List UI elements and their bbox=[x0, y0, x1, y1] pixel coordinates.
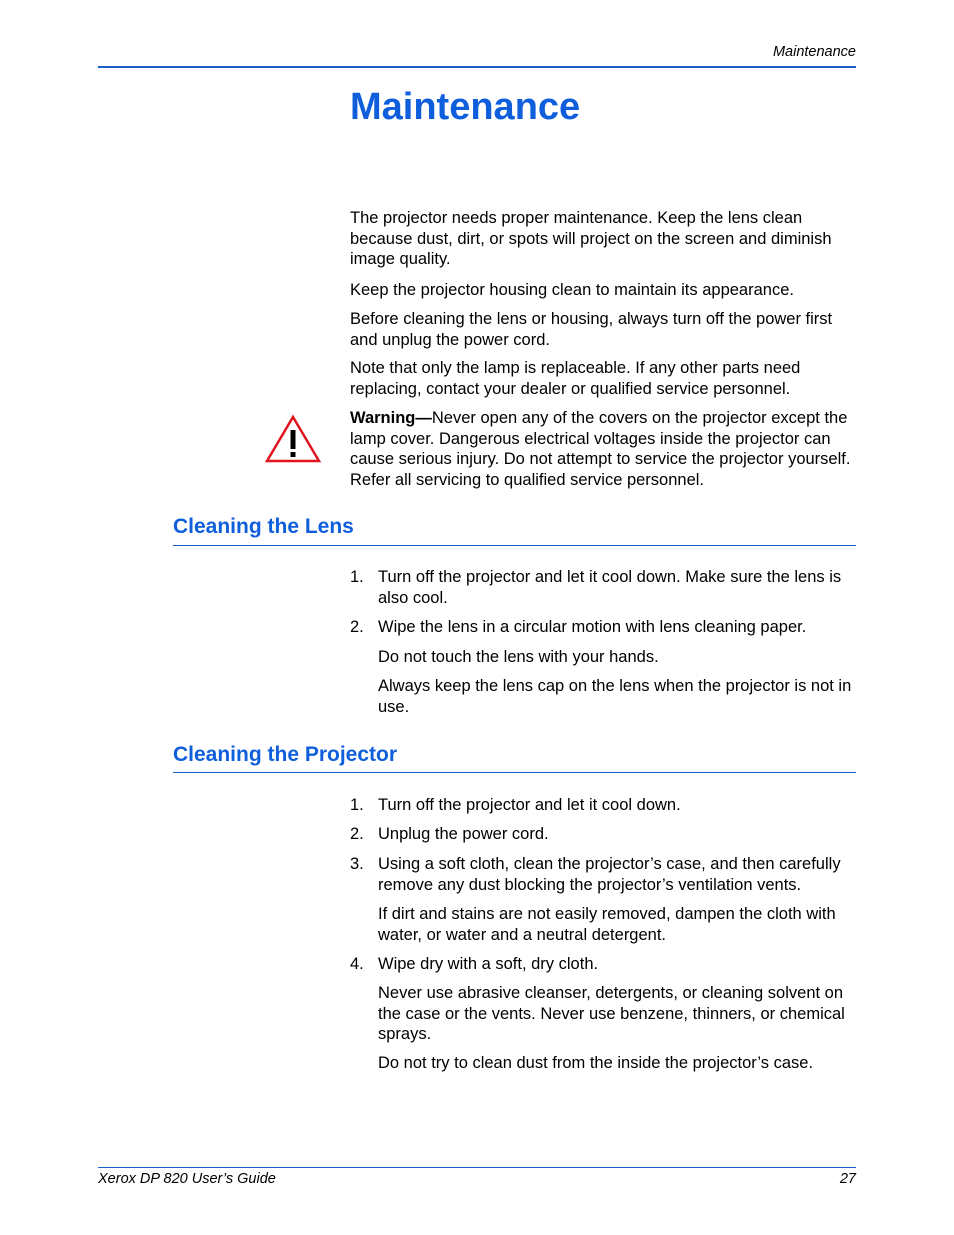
warning-triangle-icon bbox=[264, 414, 322, 464]
section-rule bbox=[173, 545, 856, 546]
step-note: Never use abrasive cleanser, detergents, or cleaning solvent on the case or the vents. Never use benzene, thinners, or chemical sprays. bbox=[378, 984, 845, 1043]
footer-page-number: 27 bbox=[839, 1171, 856, 1187]
step-note: Do not try to clean dust from the inside the projector’s case. bbox=[378, 1054, 814, 1072]
footer-guide-title: Xerox DP 820 User’s Guide bbox=[98, 1171, 276, 1187]
list-number: 1. bbox=[350, 568, 364, 586]
list-text: Turn off the projector and let it cool down. bbox=[378, 796, 681, 814]
intro-paragraph: Before cleaning the lens or housing, always turn off the power first and unplug the power cord. bbox=[350, 310, 833, 349]
list-text: Wipe dry with a soft, dry cloth. bbox=[378, 955, 599, 973]
list-text: Turn off the projector and let it cool down. Make sure the lens is also cool. bbox=[378, 568, 842, 607]
footer-rule bbox=[98, 1167, 856, 1168]
header-rule bbox=[98, 66, 856, 68]
page-title: Maintenance bbox=[350, 86, 581, 128]
section-heading-cleaning-projector: Cleaning the Projector bbox=[173, 743, 398, 766]
list-number: 1. bbox=[350, 796, 364, 814]
list-number: 2. bbox=[350, 618, 364, 636]
section-rule bbox=[173, 772, 856, 773]
warning-label: Warning— bbox=[350, 409, 432, 427]
list-number: 3. bbox=[350, 855, 364, 873]
intro-paragraph: The projector needs proper maintenance. Keep the lens clean because dust, dirt, or spots will project on the screen and diminish image quality. bbox=[350, 209, 832, 268]
warning-text: Never open any of the covers on the projector except the lamp cover. Dangerous electrical voltages inside the projector can cause serious injury. Do not attempt to service the projector yourself. Refer all servicing to qualified service personnel. bbox=[350, 409, 851, 489]
intro-paragraph: Note that only the lamp is replaceable. If any other parts need replacing, contact your dealer or qualified service personnel. bbox=[350, 359, 801, 398]
list-number: 4. bbox=[350, 955, 364, 973]
warning-paragraph bbox=[350, 408, 856, 490]
step-note: If dirt and stains are not easily removed, dampen the cloth with water, or water and a neutral detergent. bbox=[378, 905, 836, 944]
step-note: Always keep the lens cap on the lens when the projector is not in use. bbox=[378, 677, 852, 716]
step-note: Do not touch the lens with your hands. bbox=[378, 648, 659, 666]
list-text: Unplug the power cord. bbox=[378, 825, 549, 843]
running-header: Maintenance bbox=[772, 44, 856, 60]
list-number: 2. bbox=[350, 825, 364, 843]
list-text: Wipe the lens in a circular motion with lens cleaning paper. bbox=[378, 618, 807, 636]
section-heading-cleaning-lens: Cleaning the Lens bbox=[173, 515, 354, 538]
list-text: Using a soft cloth, clean the projector’s case, and then carefully remove any dust blocking the projector’s ventilation vents. bbox=[378, 855, 841, 894]
intro-paragraph: Keep the projector housing clean to maintain its appearance. bbox=[350, 281, 794, 299]
